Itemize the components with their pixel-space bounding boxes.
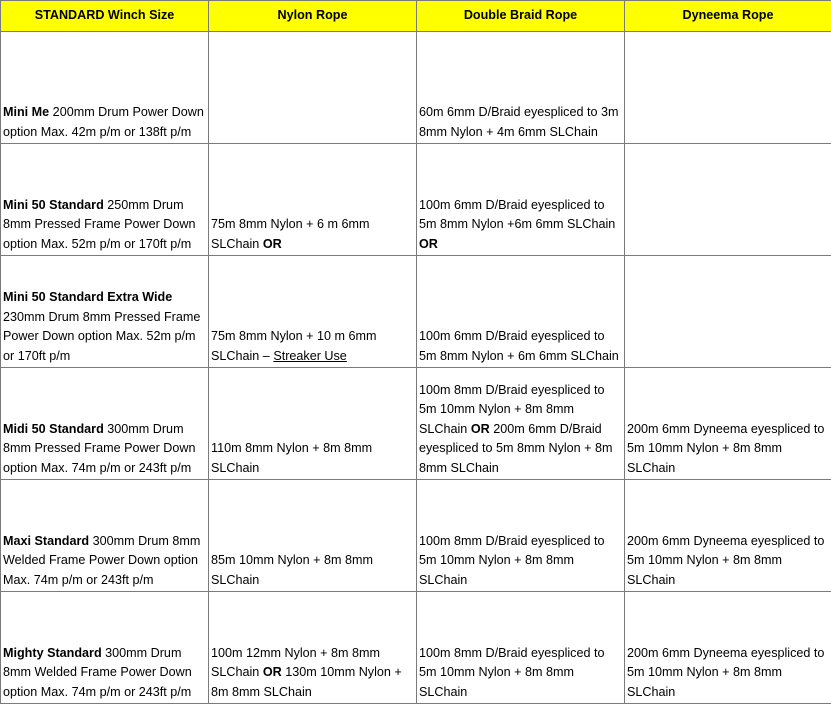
size-cell	[1, 592, 209, 704]
header-dyneema: Dyneema Rope	[625, 1, 831, 32]
table-row	[1, 592, 831, 704]
nylon-cell: 85m 10mm Nylon + 8m 8mm SLChain	[209, 480, 417, 592]
double-braid-cell	[417, 144, 625, 256]
nylon-text: 75m 8mm Nylon + 6 m 6mm SLChain	[211, 217, 370, 250]
streaker-use-note: Streaker Use	[273, 349, 347, 363]
winch-name: Mini Me	[3, 105, 49, 119]
nylon-cell	[209, 32, 417, 144]
winch-desc: 200mm Drum Power Down option Max. 42m p/m or 138ft p/m	[3, 105, 204, 138]
table-row	[1, 256, 831, 368]
nylon-text: 100m 12mm Nylon + 8m 8mm SLChain	[211, 646, 380, 679]
nylon-cell	[209, 256, 417, 368]
double-braid-text: 100m 8mm D/Braid eyespliced to 5m 10mm Nylon + 8m 8mm SLChain	[419, 383, 605, 436]
header-row	[1, 1, 831, 32]
double-braid-text: 200m 6mm D/Braid eyespliced to 5m 8mm Nylon + 8m 8mm SLChain	[419, 422, 613, 475]
nylon-cell	[209, 144, 417, 256]
size-cell	[1, 256, 209, 368]
winch-name: Mini 50 Standard Extra Wide	[3, 290, 172, 304]
double-braid-cell: 100m 8mm D/Braid eyespliced to 5m 10mm Nylon + 8m 8mm SLChain	[417, 480, 625, 592]
size-cell	[1, 32, 209, 144]
table-row	[1, 32, 831, 144]
nylon-cell: 110m 8mm Nylon + 8m 8mm SLChain	[209, 368, 417, 480]
winch-name: Mighty Standard	[3, 646, 102, 660]
size-cell	[1, 368, 209, 480]
table-row	[1, 144, 831, 256]
winch-desc: 300mm Drum 8mm Welded Frame Power Down option Max. 74m p/m or 243ft p/m	[3, 646, 192, 699]
nylon-text: 130m 10mm Nylon + 8m 8mm SLChain	[211, 665, 402, 698]
or-label: OR	[263, 237, 282, 251]
size-cell	[1, 144, 209, 256]
dyneema-cell	[625, 32, 831, 144]
dyneema-cell: 200m 6mm Dyneema eyespliced to 5m 10mm Nylon + 8m 8mm SLChain	[625, 592, 831, 704]
size-cell	[1, 480, 209, 592]
table-row	[1, 480, 831, 592]
nylon-cell	[209, 592, 417, 704]
or-label: OR	[471, 422, 490, 436]
double-braid-cell	[417, 368, 625, 480]
dyneema-cell: 200m 6mm Dyneema eyespliced to 5m 10mm Nylon + 8m 8mm SLChain	[625, 480, 831, 592]
double-braid-cell: 100m 6mm D/Braid eyespliced to 5m 8mm Nylon + 6m 6mm SLChain	[417, 256, 625, 368]
winch-desc: 230mm Drum 8mm Pressed Frame Power Down option Max. 52m p/m or 170ft p/m	[3, 310, 200, 363]
winch-desc: 300mm Drum 8mm Welded Frame Power Down option Max. 74m p/m or 243ft p/m	[3, 534, 200, 587]
dyneema-cell	[625, 256, 831, 368]
or-label: OR	[263, 665, 282, 679]
header-nylon: Nylon Rope	[209, 1, 417, 32]
double-braid-cell: 60m 6mm D/Braid eyespliced to 3m 8mm Nylon + 4m 6mm SLChain	[417, 32, 625, 144]
header-double-braid: Double Braid Rope	[417, 1, 625, 32]
or-label: OR	[419, 237, 438, 251]
winch-name: Midi 50 Standard	[3, 422, 104, 436]
winch-desc: 300mm Drum 8mm Pressed Frame Power Down option Max. 74m p/m or 243ft p/m	[3, 422, 195, 475]
table-row	[1, 368, 831, 480]
double-braid-text: 100m 6mm D/Braid eyespliced to 5m 8mm Nylon +6m 6mm SLChain	[419, 198, 615, 231]
nylon-text: 75m 8mm Nylon + 10 m 6mm SLChain –	[211, 329, 377, 362]
dyneema-cell	[625, 144, 831, 256]
winch-name: Mini 50 Standard	[3, 198, 104, 212]
double-braid-cell: 100m 8mm D/Braid eyespliced to 5m 10mm Nylon + 8m 8mm SLChain	[417, 592, 625, 704]
dyneema-cell: 200m 6mm Dyneema eyespliced to 5m 10mm Nylon + 8m 8mm SLChain	[625, 368, 831, 480]
winch-desc: 250mm Drum 8mm Pressed Frame Power Down option Max. 52m p/m or 170ft p/m	[3, 198, 195, 251]
header-size: STANDARD Winch Size	[1, 1, 209, 32]
winch-name: Maxi Standard	[3, 534, 89, 548]
